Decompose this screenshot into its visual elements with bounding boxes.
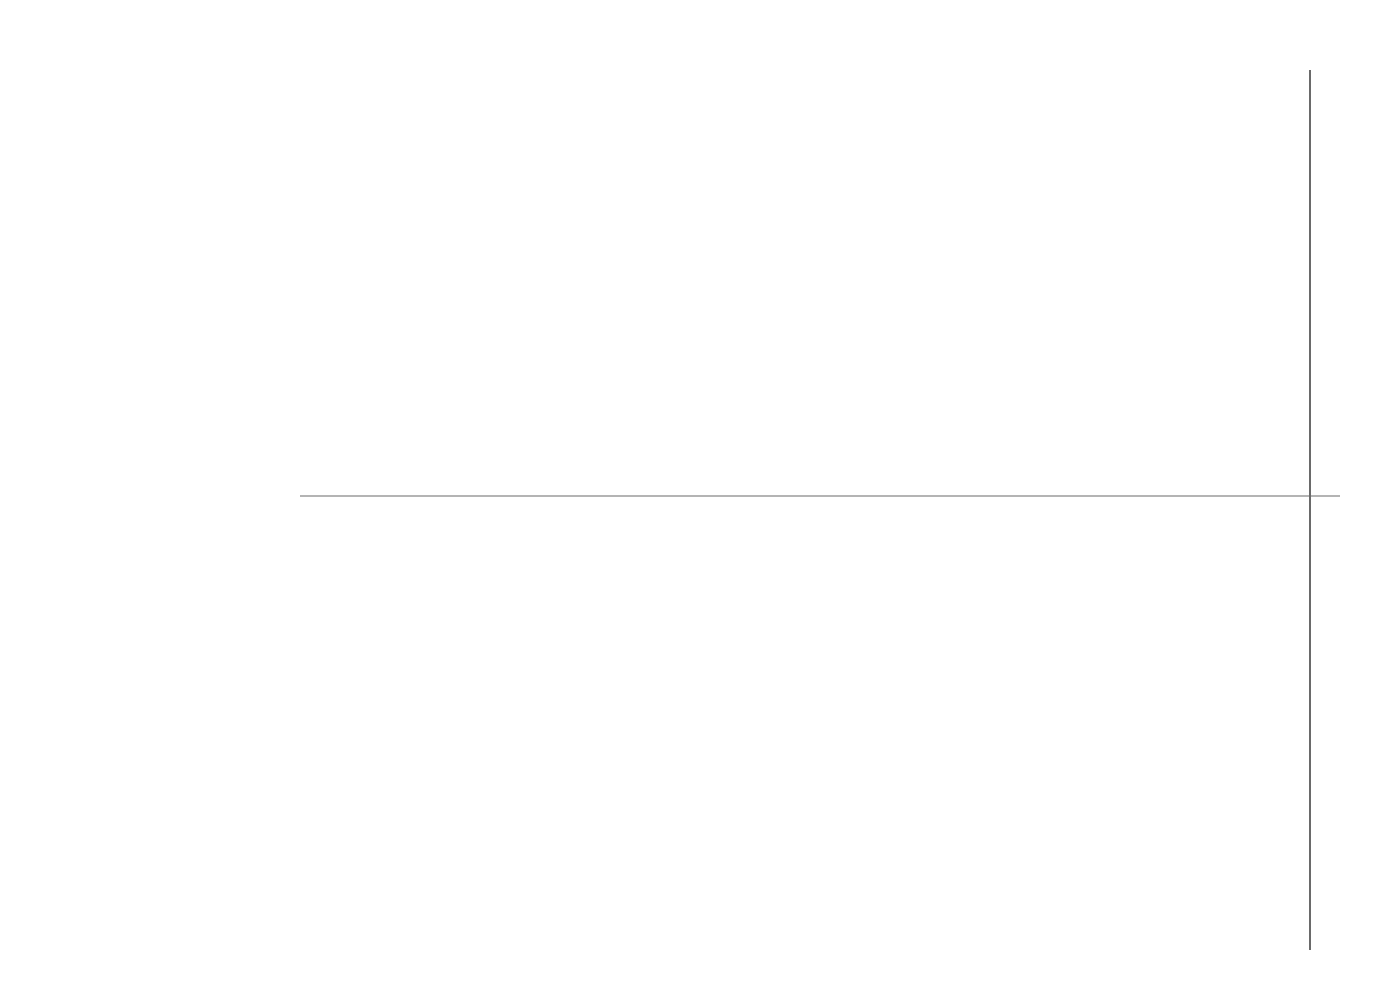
column-rules	[300, 70, 1340, 950]
